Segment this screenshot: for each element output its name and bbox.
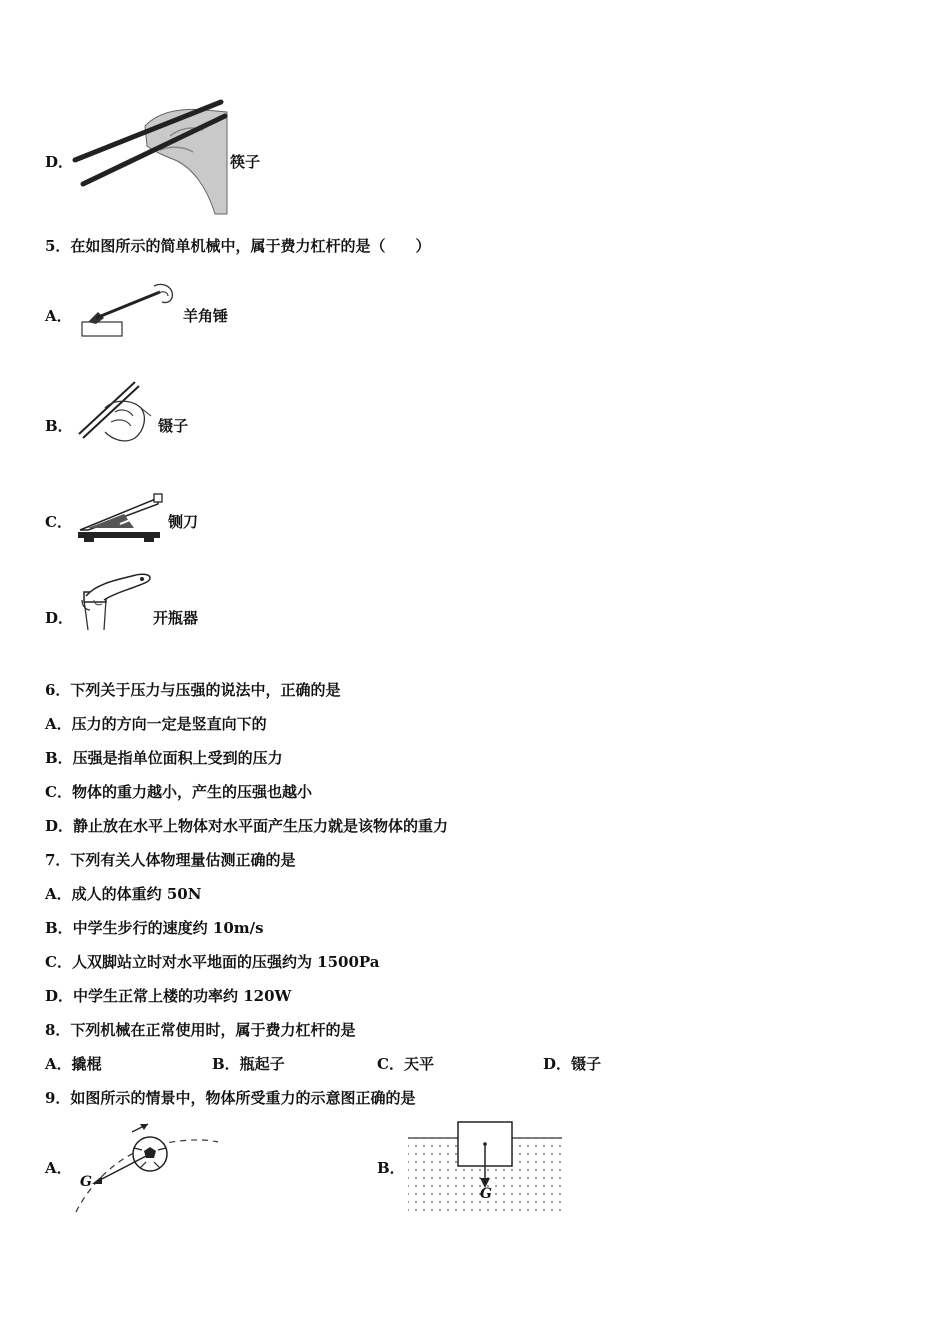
q6-option-b: B．压强是指单位面积上受到的压力: [45, 749, 283, 767]
q7-option-d: D．中学生正常上楼的功率约 120W: [45, 987, 292, 1005]
q5-option-b-label: 镊子: [158, 417, 189, 435]
q5-option-d-label: 开瓶器: [153, 609, 199, 627]
q5-option-a-letter: A．: [45, 307, 72, 325]
q6-stem: 6．下列关于压力与压强的说法中，正确的是: [45, 681, 341, 699]
q5-stem: 5．在如图所示的简单机械中，属于费力杠杆的是（ ）: [45, 237, 431, 255]
chopsticks-icon: [75, 98, 230, 216]
soccer-ball-trajectory-icon: [72, 1120, 222, 1215]
guillotine-cutter-icon: [74, 490, 166, 546]
q5-option-b-letter: B．: [45, 417, 73, 435]
q4-option-d-label: 筷子: [230, 153, 261, 171]
q7-option-b: B．中学生步行的速度约 10m/s: [45, 919, 264, 937]
q8-option-d: D．镊子: [543, 1055, 602, 1073]
q9-option-a-force-label: G: [80, 1174, 92, 1190]
q8-option-a: A．撬棍: [45, 1055, 102, 1073]
q5-option-c-label: 铡刀: [168, 513, 199, 531]
q6-option-c: C．物体的重力越小，产生的压强也越小: [45, 783, 312, 801]
q7-option-a: A．成人的体重约 50N: [45, 885, 202, 903]
q7-option-c: C．人双脚站立时对水平地面的压强约为 1500Pa: [45, 953, 380, 971]
bottle-opener-icon: [76, 570, 156, 634]
q6-option-a: A．压力的方向一定是竖直向下的: [45, 715, 267, 733]
q9-option-b-force-label: G: [480, 1186, 492, 1202]
q9-stem: 9．如图所示的情景中，物体所受重力的示意图正确的是: [45, 1089, 416, 1107]
claw-hammer-icon: [78, 282, 178, 340]
q8-stem: 8．下列机械在正常使用时，属于费力杠杆的是: [45, 1021, 356, 1039]
q5-option-a-label: 羊角锤: [183, 307, 229, 325]
q5-option-c-letter: C．: [45, 513, 72, 531]
q9-option-b-letter: B．: [377, 1159, 405, 1177]
q9-option-a-letter: A．: [45, 1159, 72, 1177]
q6-option-d: D．静止放在水平上物体对水平面产生压力就是该物体的重力: [45, 817, 449, 835]
q5-option-d-letter: D．: [45, 609, 74, 627]
q7-stem: 7．下列有关人体物理量估测正确的是: [45, 851, 296, 869]
q4-option-d-letter: D．: [45, 153, 74, 171]
q8-option-b: B．瓶起子: [212, 1055, 285, 1073]
q8-option-c: C．天平: [377, 1055, 434, 1073]
tweezers-icon: [75, 378, 155, 448]
